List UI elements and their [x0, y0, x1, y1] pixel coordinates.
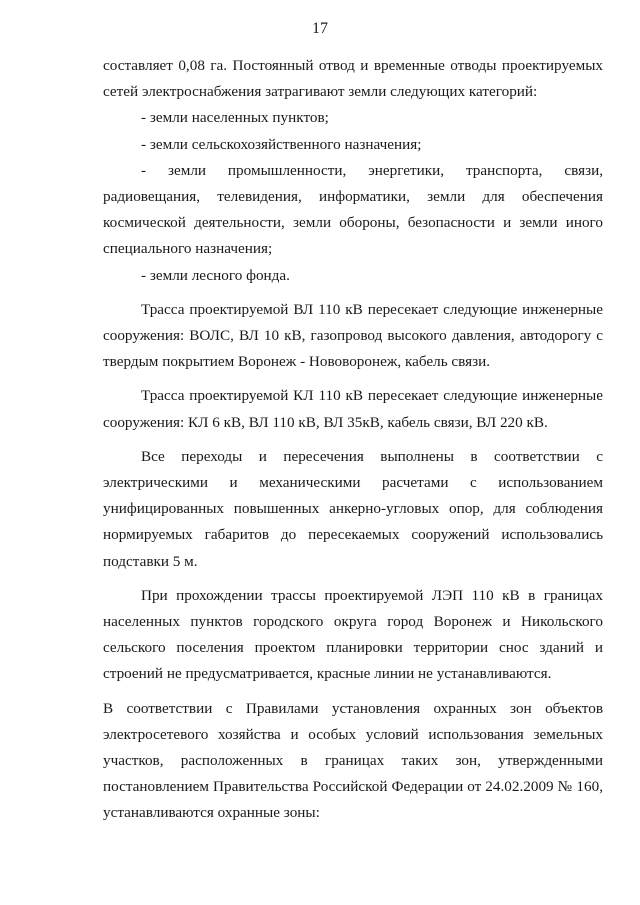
paragraph-gap: [103, 575, 603, 583]
paragraph: [103, 132, 603, 158]
paragraph-gap: [103, 688, 603, 696]
paragraph: [103, 297, 603, 376]
text-line: - земли лесного фонда.: [141, 266, 290, 284]
text-line: унифицированных повышенных анкерно-угловых опор, для соблюдения: [103, 500, 603, 518]
text-line: постановлением Правительства Российской Федерации от 24.02.2009 № 160,: [103, 778, 603, 796]
paragraph: [103, 444, 603, 575]
text-line: электросетевого хозяйства и особых условий использования земельных: [103, 725, 603, 743]
paragraph: [103, 383, 603, 435]
text-line: строений не предусматривается, красные линии не устанавливаются.: [103, 665, 552, 683]
text-line: специального назначения;: [103, 240, 273, 258]
document-body: [103, 53, 603, 827]
text-line: устанавливаются охранные зоны:: [103, 804, 320, 822]
paragraph: [103, 53, 603, 105]
paragraph: [103, 696, 603, 827]
text-line: При прохождении трассы проектируемой ЛЭП 110 кВ в границах: [141, 586, 603, 604]
paragraph-gap: [103, 289, 603, 297]
text-line: - земли сельскохозяйственного назначения;: [141, 135, 422, 153]
text-line: электрическими и механическими расчетами с использованием: [103, 474, 603, 492]
paragraph: [103, 105, 603, 131]
text-line: В соответствии с Правилами установления охранных зон объектов: [103, 699, 603, 717]
text-line: сооружения: ВОЛС, ВЛ 10 кВ, газопровод высокого давления, автодорогу с: [103, 327, 603, 345]
page-number: 17: [312, 20, 328, 37]
text-line: населенных пунктов городского округа город Воронеж и Никольского: [103, 613, 603, 631]
text-line: составляет 0,08 га. Постоянный отвод и временные отводы проектируемых: [103, 57, 603, 74]
paragraph-gap: [103, 375, 603, 383]
paragraph-gap: [103, 436, 603, 444]
text-line: радиовещания, телевидения, информатики, земли для обеспечения: [103, 188, 603, 206]
text-line: сельского поселения проектом планировки территории снос зданий и: [103, 639, 603, 657]
paragraph: [103, 158, 603, 263]
text-line: Трасса проектируемой КЛ 110 кВ пересекает следующие инженерные: [141, 387, 603, 405]
text-line: нормируемых габаритов до пересекаемых сооружений использовались: [103, 526, 603, 544]
paragraph: [103, 263, 603, 289]
text-line: сетей электроснабжения затрагивают земли следующих категорий:: [103, 83, 538, 101]
paragraph: [103, 583, 603, 688]
text-line: Все переходы и пересечения выполнены в соответствии с: [141, 447, 603, 465]
text-line: Трасса проектируемой ВЛ 110 кВ пересекает следующие инженерные: [141, 300, 603, 318]
text-line: космической деятельности, земли обороны, безопасности и земли иного: [103, 214, 603, 232]
text-line: подставки 5 м.: [103, 552, 198, 570]
text-line: - земли промышленности, энергетики, транспорта, связи,: [141, 161, 603, 179]
text-line: - земли населенных пунктов;: [141, 109, 329, 127]
text-line: твердым покрытием Воронеж - Нововоронеж, кабель связи.: [103, 353, 491, 371]
text-line: сооружения: КЛ 6 кВ, ВЛ 110 кВ, ВЛ 35кВ, кабель связи, ВЛ 220 кВ.: [103, 413, 548, 431]
text-line: участков, расположенных в границах таких зон, утвержденными: [103, 752, 603, 770]
